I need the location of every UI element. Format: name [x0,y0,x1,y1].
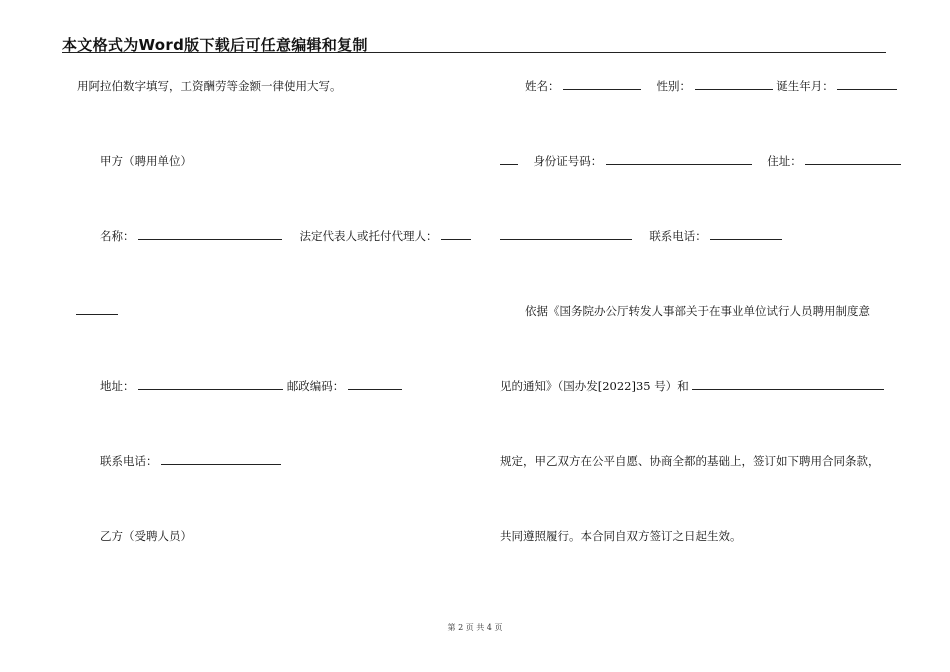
contract-paragraph-line-4: 共同遵照履行。本合同自双方签订之日起生效。 [500,529,742,543]
contract-paragraph-line-3: 规定，甲乙双方在公平自愿、协商全都的基础上，签订如下聘用合同条款， [500,454,880,468]
contract-paragraph-line-2 [500,378,884,394]
legal-rep-blank[interactable] [441,228,471,240]
id-blank[interactable] [606,153,752,165]
party-a-phone-row [100,453,281,469]
party-a-address-row [100,378,402,394]
party-b-id-row [500,153,901,169]
postcode-label: 邮政编码： [286,379,345,393]
gender-blank[interactable] [695,78,773,90]
document-header-title: 本文格式为Word版下载后可任意编辑和复制 [62,36,368,54]
regulation-blank[interactable] [692,378,884,390]
party-b-phone-label: 联系电话： [649,229,707,243]
surname-label: 姓名： [525,79,560,93]
residence-blank-continued[interactable] [500,228,632,240]
legal-rep-continuation [76,303,118,319]
party-b-heading: 乙方（受聘人员） [100,529,192,543]
party-a-name-row [100,228,471,244]
surname-blank[interactable] [563,78,641,90]
legal-rep-blank-continued[interactable] [76,303,118,315]
birth-label: 诞生年月： [776,79,834,93]
legal-rep-label: 法定代表人或托付代理人： [299,229,438,243]
party-b-phone-row [500,228,782,244]
party-a-phone-label: 联系电话： [100,454,158,468]
id-label: 身份证号码： [533,154,603,168]
name-blank[interactable] [138,228,282,240]
name-label: 名称： [100,229,135,243]
page-number: 第 2 页 共 4 页 [447,623,503,632]
party-b-personal-row [525,78,897,94]
contract-paragraph-line-2-text: 见的通知》（国办发[2022]35 号）和 [500,379,689,393]
header-divider [62,52,886,53]
residence-blank[interactable] [805,153,901,165]
party-a-phone-blank[interactable] [161,453,281,465]
birth-blank-continued[interactable] [500,153,518,165]
party-a-heading: 甲方（聘用单位） [100,154,192,168]
instruction-text: 用阿拉伯数字填写，工资酬劳等金额一律使用大写。 [77,79,342,93]
address-blank[interactable] [138,378,283,390]
residence-label: 住址： [767,154,802,168]
gender-label: 性别： [656,79,691,93]
party-b-phone-blank[interactable] [710,228,782,240]
postcode-blank[interactable] [348,378,402,390]
address-label: 地址： [100,379,135,393]
birth-blank[interactable] [837,78,897,90]
contract-paragraph-line-1: 依据《国务院办公厅转发人事部关于在事业单位试行人员聘用制度意 [525,304,870,318]
